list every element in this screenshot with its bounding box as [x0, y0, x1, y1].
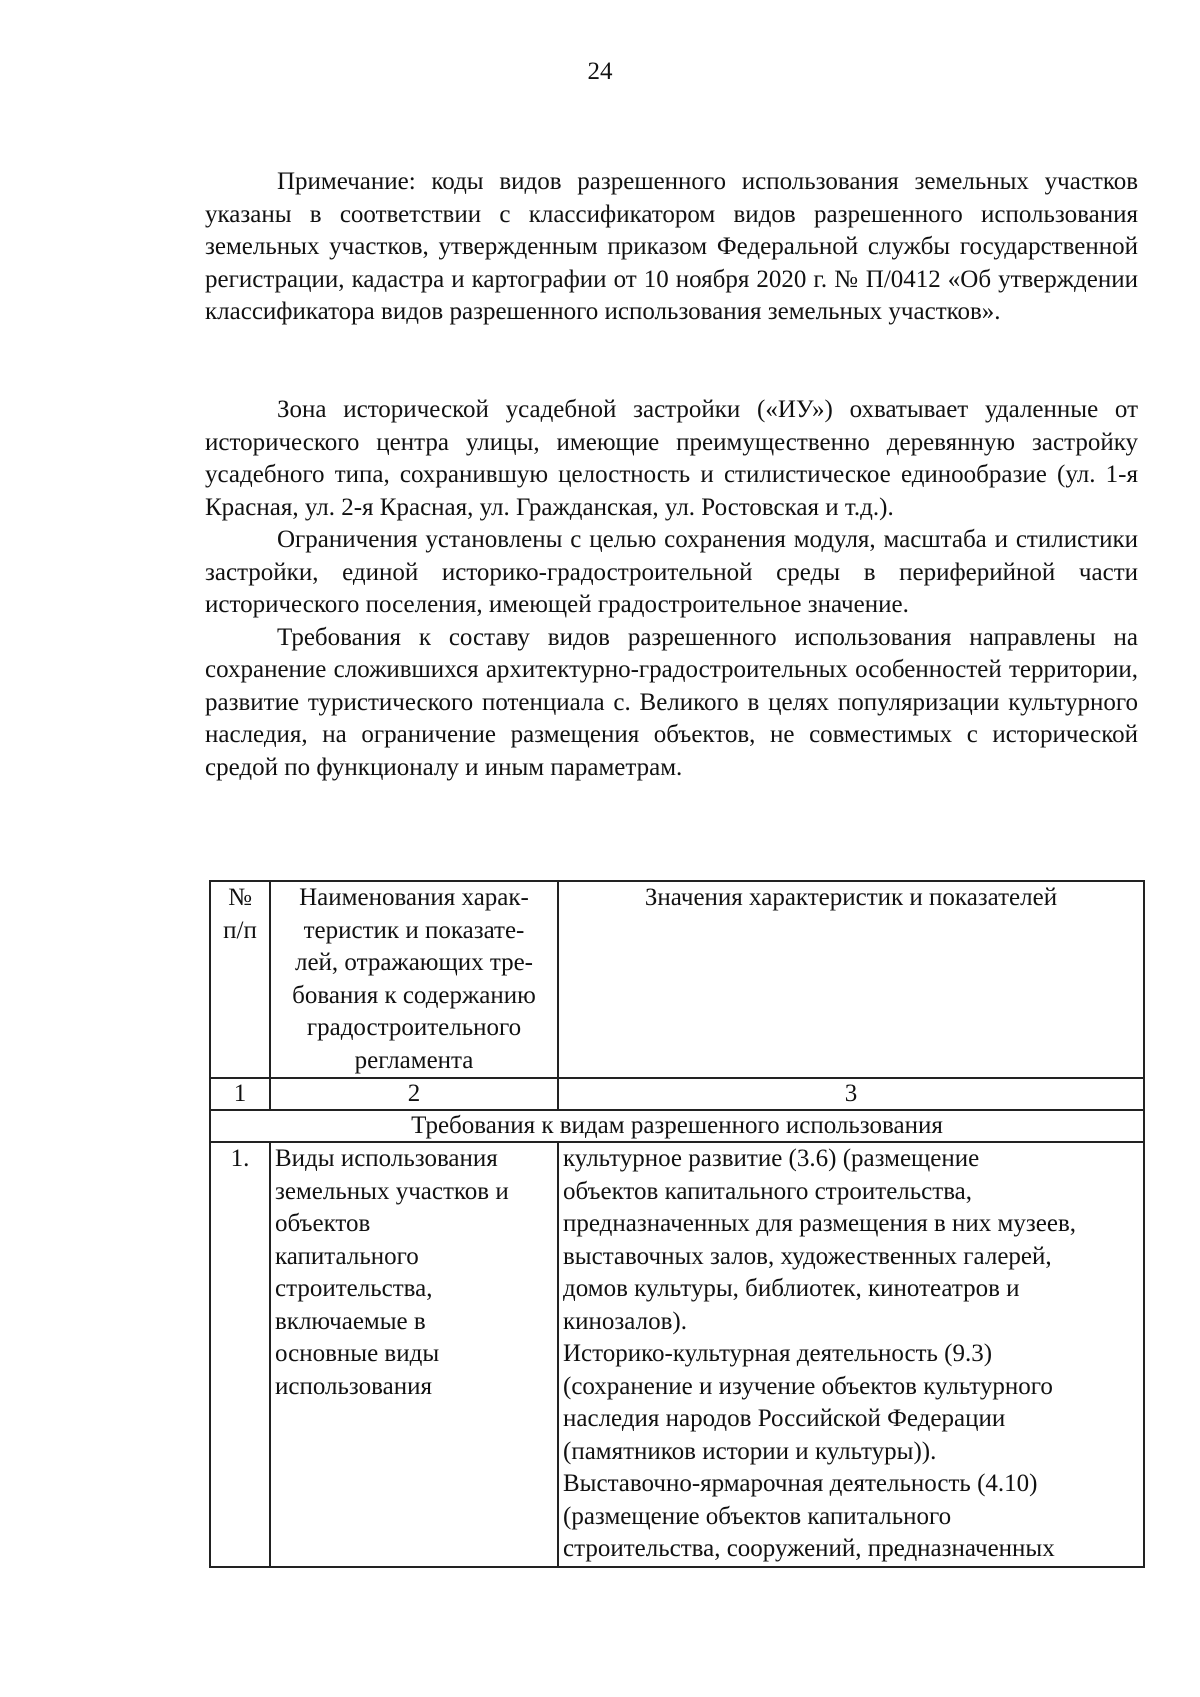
requirements-table — [209, 880, 1145, 1568]
section-title-cell: Требования к видам разрешенного использования — [210, 1110, 1144, 1142]
column-number-cell: 3 — [558, 1078, 1144, 1110]
row-value-line: строительства, сооружений, предназначенных — [563, 1535, 1055, 1562]
table-header-row — [210, 881, 1144, 1078]
row-name-line: Виды использования — [275, 1145, 498, 1172]
row-value-line: Историко-культурная деятельность (9.3) — [563, 1340, 993, 1367]
header-name-line: регламента — [354, 1046, 474, 1074]
note-block — [205, 166, 1138, 329]
row-value-line: (размещение объектов капитального — [563, 1502, 952, 1530]
paragraph-restrictions: Ограничения установлены с целью сохранения модуля, масштаба и стилистики застройки, единой историко-градостроительной среды в периферийной части исторического поселения, имеющей градостроительное значение. — [205, 526, 1138, 618]
header-values-cell: Значения характеристик и показателей — [558, 881, 1144, 1078]
row-name-line: использования — [275, 1372, 432, 1400]
row-value-line: объектов капитального строительства, — [563, 1177, 973, 1205]
row-value-line: кинозалов). — [563, 1307, 687, 1335]
row-name-line: включаемые в — [275, 1307, 426, 1335]
row-name-line: строительства, — [275, 1275, 433, 1302]
paragraph-requirements: Требования к составу видов разрешенного использования направлены на сохранение сложившихся архитектурно-градостроительных особенностей территории, развитие туристического потенциала с. Великого в целях популяризации культурного наследия, на ограничение размещения объектов, не совместимых с исторической средой по функционалу и иным параметрам. — [205, 623, 1138, 781]
note-paragraph: Примечание: коды видов разрешенного использования земельных участков указаны в соответствии с классификатором видов разрешенного использования земельных участков, утвержденным приказом Федеральной службы государственной регистрации, кадастра и картографии от 10 ноября 2020 г. № П/0412 «Об утверждении классификатора видов разрешенного использования земельных участков». — [205, 168, 1138, 325]
row-value-line: Выставочно-ярмарочная деятельность (4.10) — [563, 1470, 1038, 1497]
header-name-line: бования к содержанию — [292, 981, 536, 1009]
row-name-line: основные виды — [275, 1340, 440, 1367]
row-value-line: (сохранение и изучение объектов культурного — [563, 1372, 1053, 1400]
paragraph-zone-coverage: Зона исторической усадебной застройки («ИУ») охватывает удаленные от исторического центра улицы, имеющие преимущественно деревянную застройку усадебного типа, сохранившую целостность и стилистическое единообразие (ул. 1-я Красная, ул. 2-я Красная, ул. Гражданская, ул. Ростовская и т.д.). — [205, 396, 1138, 521]
header-name-line: лей, отражающих тре- — [294, 949, 534, 976]
zone-description — [205, 394, 1138, 784]
row-name-line: земельных участков и — [275, 1177, 509, 1205]
column-number-row — [210, 1078, 1144, 1110]
section-title-row — [210, 1110, 1144, 1142]
row-value-line: домов культуры, библиотек, кинотеатров и — [563, 1275, 1020, 1302]
column-number-cell: 2 — [270, 1078, 558, 1110]
row-value-line: (памятников истории и культуры)). — [563, 1437, 937, 1465]
header-name-line: теристик и показате- — [303, 916, 525, 944]
row-value-line: предназначенных для размещения в них музеев, — [563, 1210, 1077, 1237]
header-number-line: № — [228, 884, 252, 911]
column-number-cell: 1 — [210, 1078, 270, 1110]
row-name-cell — [270, 1142, 558, 1567]
row-name-line: объектов — [275, 1210, 371, 1237]
header-name-line: градостроительного — [306, 1014, 522, 1041]
row-number-cell: 1. — [210, 1142, 270, 1567]
row-value-line: наследия народов Российской Федерации — [563, 1405, 1006, 1432]
row-values-cell — [558, 1142, 1144, 1567]
header-number-cell — [210, 881, 270, 1078]
row-value-line: выставочных залов, художественных галерей, — [563, 1242, 1052, 1270]
header-number-line: п/п — [223, 916, 257, 944]
row-value-line: культурное развитие (3.6) (размещение — [563, 1145, 980, 1172]
page-number: 24 — [587, 58, 613, 85]
header-name-line: Наименования харак- — [299, 884, 529, 911]
row-name-line: капитального — [275, 1242, 419, 1270]
table-row — [210, 1142, 1144, 1567]
header-name-cell — [270, 881, 558, 1078]
